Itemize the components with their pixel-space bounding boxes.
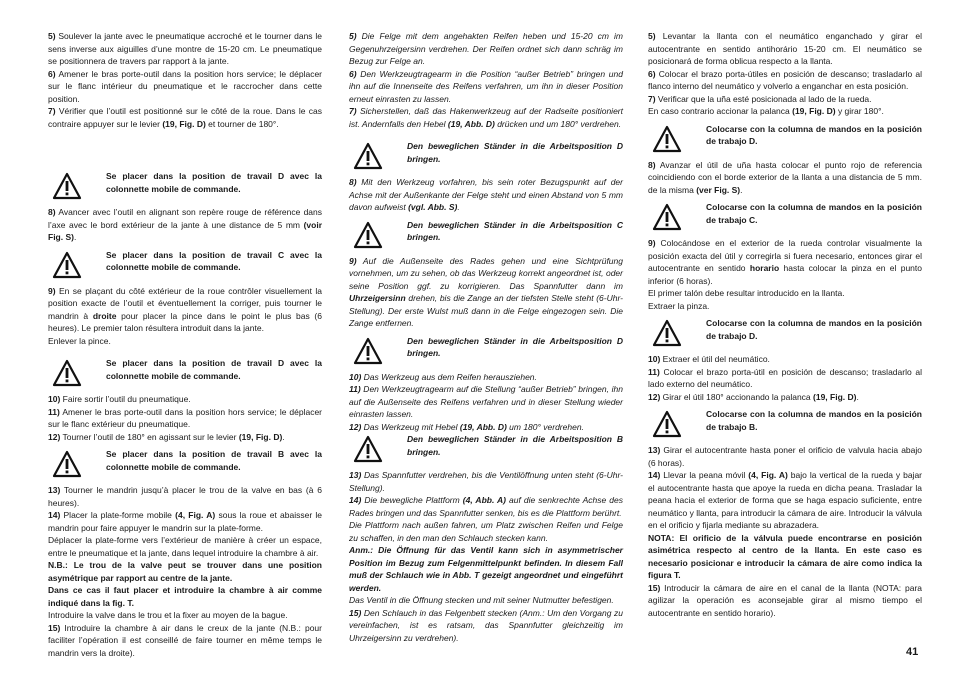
step-7: 7) Vérifier que l’outil est positionné sur le côté de la roue. Dans le cas contraire appuyer sur le levier (19, Fig. D) et tourner de 180°. bbox=[48, 106, 322, 129]
warning-position-d: Colocarse con la columna de mandos en la posición de trabajo D. bbox=[648, 123, 922, 153]
step-14-note: Anm.: Die Öffnung für das Ventil kann sich in asymmetrischer Position im Bezug zum Felgenmittelpunkt befinden. In diesem Fall muß der Schlauch wie in Abb. T gezeigt angeordnet und eingeführt werden. bbox=[349, 545, 623, 593]
warning-position-d-2: Den beweglichen Ständer in die Arbeitsposition D bringen. bbox=[349, 335, 623, 365]
step-14: 14) Die bewegliche Plattform (4, Abb. A) auf die senkrechte Achse des Rades bringen und das Spannfutter senken, bis es die Plattform berührt. bbox=[349, 495, 623, 518]
step-12: 12) Tourner l’outil de 180° en agissant sur le levier (19, Fig. D). bbox=[48, 431, 285, 442]
warning-triangle-icon bbox=[652, 125, 682, 153]
step-14-valve: Das Ventil in die Öffnung stecken und mit seiner Nutmutter befestigen. bbox=[349, 595, 614, 605]
warning-triangle-icon bbox=[652, 319, 682, 347]
step-8: 8) Avancer avec l’outil en alignant son repère rouge de référence dans l’axe avec le bord extérieur de la jante à une distance de 5 mm (voir Fig. S). bbox=[48, 207, 322, 242]
step-9-extract: Extraer la pinza. bbox=[648, 300, 710, 311]
warning-position-d-2: Colocarse con la columna de mandos en la posición de trabajo D. bbox=[648, 317, 922, 347]
step-14: 14) Llevar la peana móvil (4, Fig. A) bajo la vertical de la rueda y bajar el autocentrante hasta que apoye la rueda en dicha peana. Trasladar la peana hacia el exterior de forma que se haga espacio suficiente, entre neumático y llanta, para introducir la cámara de aire. Introducir la válvula en el orificio y fijarla mediante su abrazadera. bbox=[648, 470, 923, 530]
warning-position-d-2: Se placer dans la position de travail D avec la colonnette mobile de commande. bbox=[48, 357, 322, 387]
step-5: 5) Levantar la llanta con el neumático enganchado y girar el autocentrante en sentido antihorário 15-20 cm. El neumático se posicionará de forma oblicua respecto a la llanta. bbox=[648, 31, 922, 66]
step-11: 11) Amener le bras porte-outil dans la position hors service; le déplacer sur le flanc extérieur du pneumatique. bbox=[48, 406, 322, 429]
step-14: 14) Placer la plate-forme mobile (4, Fig. A) sous la roue et abaisser le mandrin pour faire appuyer le mandrin sur la plate-forme. bbox=[48, 510, 322, 533]
step-11: 11) Den Werkzeugtragearm auf die Stellung “außer Betrieb” bringen, ihn auf die Außenseite des Reifens verfahren und in dieser Stellung wieder einrasten lassen. bbox=[349, 384, 623, 419]
warning-position-d: Se placer dans la position de travail D avec la colonnette mobile de commande. bbox=[48, 170, 322, 200]
step-15: 15) Introducir la cámara de aire en el canal de la llanta (NOTA: para agilizar la operación es aconsejable girar al mismo tiempo el autocentrante en sentido horario). bbox=[648, 582, 922, 618]
step-9-note: El primer talón debe resultar introducido en la llanta. bbox=[648, 288, 845, 298]
step-6: 6) Colocar el brazo porta-útiles en posición de descanso; trasladarlo al flanco interno del neumático y volverlo a enganchar en esta posición. bbox=[648, 68, 922, 91]
step-14-text: Die Plattform nach außen fahren, um Platz zwischen Reifen und Felge zu schaffen, in den man den Schlauch stecken kann. bbox=[349, 520, 623, 543]
warning-position-c: Se placer dans la position de travail C avec la colonnette mobile de commande. bbox=[48, 249, 322, 279]
step-10: 10) Extraer el útil del neumático. bbox=[648, 354, 770, 364]
step-7-alt: En caso contrario accionar la palanca (19, Fig. D) y girar 180°. bbox=[648, 106, 884, 116]
warning-triangle-icon bbox=[353, 337, 383, 365]
step-13: 13) Girar el autocentrante hasta poner el orificio de valvula hacia abajo (6 horas). bbox=[648, 445, 922, 468]
step-9: 9) Auf die Außenseite des Rades gehen und eine Sichtprüfung vornehmen, um zu sehen, ob das Werkzeug korrekt angeordnet ist, oder seine Position ggf. zu korrigieren. Das Spannfutter dann im Uhrzeigersinn drehen, bis die Zange an der tiefsten Stelle steht (6-Uhr-Stellung). Der erste Wulst muß dann in die Felge eingezogen sein. Die Zange entfernen. bbox=[349, 255, 623, 328]
step-15: 15) Den Schlauch in das Felgenbett stecken (Anm.: Um den Vorgang zu vereinfachen, ist es ratsam, das Spannfutter gleichzeitig im Uhrzeigersinn zu verdrehen). bbox=[349, 607, 623, 643]
step-15: 15) Introduire la chambre à air dans le creux de la jante (N.B.: pour faciliter l’opération il est conseillé de faire tourner en même temps le mandrin vers la droite). bbox=[48, 622, 322, 658]
warning-position-c: Colocarse con la columna de mandos en la posición de trabajo C. bbox=[648, 201, 922, 231]
warning-triangle-icon bbox=[52, 251, 82, 279]
step-13: 13) Tourner le mandrin jusqu’à placer le trou de la valve en bas (à 6 heures). bbox=[48, 485, 322, 508]
column-german bbox=[349, 30, 623, 644]
warning-triangle-icon bbox=[652, 410, 682, 438]
warning-triangle-icon bbox=[353, 142, 383, 170]
warning-triangle-icon bbox=[353, 435, 383, 463]
step-10: 10) Faire sortir l’outil du pneumatique. bbox=[48, 394, 191, 404]
warning-triangle-icon bbox=[52, 450, 82, 478]
step-9: 9) En se plaçant du côté extérieur de la roue contrôler visuellement la position exacte de l’outil et éventuellement la corriger, puis tourner le mandrin à droite pour placer la pince dans le point le plus bas (6 heures). Le premier talon résultera introduit dans la jante. bbox=[48, 285, 322, 333]
warning-position-b: Colocarse con la columna de mandos en la posición de trabajo B. bbox=[648, 408, 922, 438]
step-12: 12) Girar el útil 180° accionando la palanca (19, Fig. D). bbox=[648, 391, 859, 402]
step-13: 13) Das Spannfutter verdrehen, bis die Ventilöffnung unten steht (6-Uhr-Stellung). bbox=[349, 470, 623, 493]
step-9: 9) Colocándose en el exterior de la rueda controlar visualmente la posición exacta del útil y corregirla si fuera necesario, entonces girar el autocentrante en sentido horario hasta colocar la pinza en el punto inferior (6 horas). bbox=[648, 238, 922, 286]
step-6: 6) Den Werkzeugtragearm in die Position “außer Betrieb” bringen und ihn auf die Innenseite des Reifens verfahren, um ihn in dieser Position erneut einrasten zu lassen. bbox=[349, 68, 623, 104]
step-5: 5) Die Felge mit dem angehakten Reifen heben und 15-20 cm im Gegenuhrzeigersinn verdrehen. Der Reifen ordnet sich dann schräg im Bezug zur Felge an. bbox=[349, 31, 623, 66]
step-14-text: Déplacer la plate-forme vers l’extérieur de manière à créer un espace, entre le pneumatique et la jante, dans lequel introduire la chambre à air. bbox=[48, 535, 322, 558]
warning-position-b: Den beweglichen Ständer in die Arbeitsposition B bringen. bbox=[349, 433, 623, 463]
warning-triangle-icon bbox=[353, 221, 383, 249]
step-14-valve: Introduire la valve dans le trou et la fixer au moyen de la bague. bbox=[48, 610, 288, 620]
warning-position-c: Den beweglichen Ständer in die Arbeitsposition C bringen. bbox=[349, 219, 623, 249]
step-9-note: Enlever la pince. bbox=[48, 335, 111, 346]
step-14-note: NOTA: El orificio de la válvula puede encontrarse en posición asimétrica respecto al centro de la llanta. En este caso es necesario posicionar e introducir la cámara de aire como indica la figura T. bbox=[648, 532, 922, 580]
step-12: 12) Das Werkzeug mit Hebel (19, Abb. D) um 180° verdrehen. bbox=[349, 421, 584, 432]
step-5: 5) Soulever la jante avec le pneumatique accroché et le tourner dans le sens inverse aux aiguilles d’une montre de 15-20 cm. Le pneumatique se positionnera de travers par rapport à la jante. bbox=[48, 31, 322, 66]
column-spanish bbox=[648, 30, 922, 619]
step-14-note-2: Dans ce cas il faut placer et introduire la chambre à air comme indiqué dans la fig. T. bbox=[48, 585, 322, 608]
step-7: 7) Sicherstellen, daß das Hakenwerkzeug auf der Radseite positioniert ist. Andernfalls den Hebel (19, Abb. D) drücken und um 180° verdrehen. bbox=[349, 106, 623, 129]
warning-triangle-icon bbox=[52, 172, 82, 200]
step-11: 11) Colocar el brazo porta-útil en posición de descanso; trasladarlo al lado externo del neumático. bbox=[648, 366, 922, 389]
step-10: 10) Das Werkzeug aus dem Reifen herausziehen. bbox=[349, 371, 537, 382]
step-7: 7) Verificar que la uña esté posicionada al lado de la rueda. bbox=[648, 93, 872, 104]
step-8: 8) Mit den Werkzeug vorfahren, bis sein roter Bezugspunkt auf der Achse mit der Außenkante der Felge steht und einen Abstand von 5 mm davon aufweist (vgl. Abb. S). bbox=[349, 177, 623, 212]
step-14-note: N.B.: Le trou de la valve peut se trouver dans une position asymétrique par rapport au centre de la jante. bbox=[48, 560, 322, 583]
warning-triangle-icon bbox=[652, 203, 682, 231]
warning-triangle-icon bbox=[52, 359, 82, 387]
column-french bbox=[48, 30, 322, 659]
page-number: 41 bbox=[906, 646, 919, 658]
step-8: 8) Avanzar el útil de uña hasta colocar el punto rojo de referencia coincidiendo con el borde exterior de la llanta a una distancia de 5 mm. de la misma (ver Fig. S). bbox=[648, 159, 922, 195]
warning-position-b: Se placer dans la position de travail B avec la colonnette mobile de commande. bbox=[48, 448, 322, 478]
step-6: 6) Amener le bras porte-outil dans la position hors service; le déplacer sur le flanc intérieur du pneumatique et le raccrocher dans cette position. bbox=[48, 68, 322, 104]
warning-position-d: Den beweglichen Ständer in die Arbeitsposition D bringen. bbox=[349, 140, 623, 170]
